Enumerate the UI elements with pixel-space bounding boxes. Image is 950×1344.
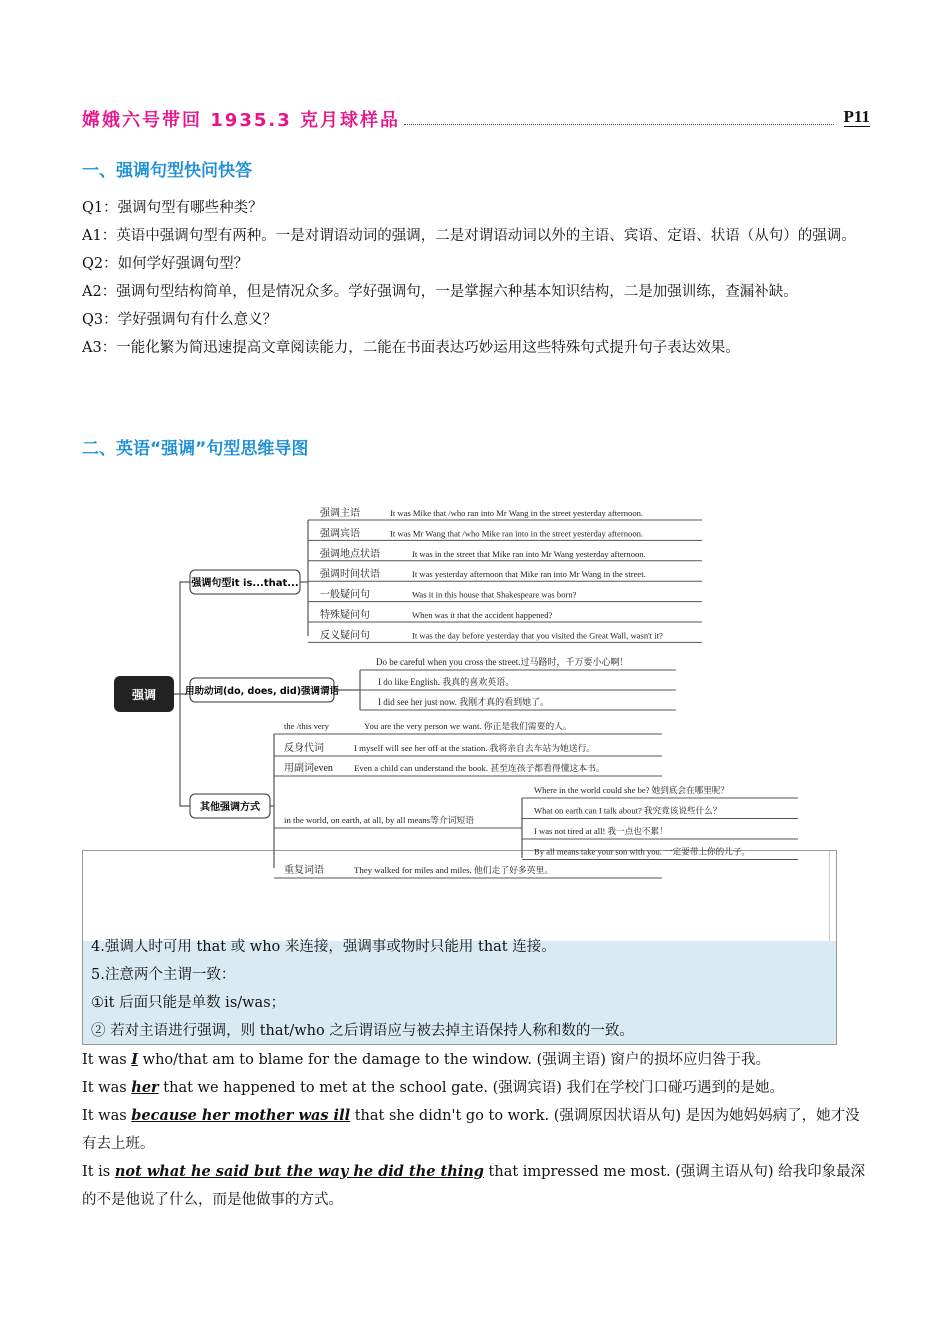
branch-1-example: It was in the street that Mike ran into Mr Wang yesterday afternoon.	[412, 548, 646, 559]
notes-lines	[91, 933, 634, 1045]
section-2-title: 二、英语“强调”句型思维导图	[82, 439, 309, 459]
page-header	[82, 106, 870, 130]
branch-1-tag: 强调主语	[320, 508, 360, 519]
branch-1-label: 强调句型it is...that...	[191, 578, 299, 589]
qa-block	[82, 194, 872, 362]
q2: Q2：如何学好强调句型？	[82, 256, 249, 272]
branch-2-label: 用助动词(do, does, did)强调谓语	[184, 686, 340, 697]
branch-1-items	[308, 507, 702, 642]
branch-1-tag: 一般疑问句	[320, 589, 370, 601]
branch-1-example: When was it that the accident happened?	[412, 610, 553, 620]
phrase-tag: in the world, on earth, at all, by all means等介词短语	[284, 815, 475, 825]
branch-2-example: I do like English. 我真的喜欢英语。	[378, 677, 515, 687]
branch-3-tag: the /this very	[284, 721, 329, 731]
branch-1-tag: 强调宾语	[320, 528, 360, 540]
branch-1-example: It was the day before yesterday that you visited the Great Wall, wasn't it?	[412, 630, 663, 641]
phrase-example: Where in the world could she be? 她到底会在哪里呢？	[534, 785, 729, 795]
branch-3-example: I myself will see her off at the station. 我将亲自去车站为她送行。	[354, 743, 596, 753]
a2: A2：强调句型结构简单，但是情况众多。学好强调句，一是掌握六种基本知识结构，二是加强训练，查漏补缺。	[82, 284, 798, 300]
section-1-title: 一、强调句型快问快答	[82, 161, 252, 181]
example-4: It is not what he said but the way he did the thing that impressed me most. (强调主语从句) 给我印象最深的不是他说了什么，而是他做事的方式。	[82, 1163, 866, 1208]
phrase-example: What on earth can I talk about? 我究竟该说些什么？	[534, 805, 722, 816]
branch-1-tag: 强调时间状语	[320, 569, 380, 581]
branch-3-example: Even a child can understand the book. 甚至连孩子都看得懂这本书。	[354, 763, 605, 773]
branch-1-tag: 特殊疑问句	[320, 610, 370, 621]
branch-2-example: Do be careful when you cross the street.过马路时，千万要小心啊！	[376, 657, 629, 667]
branch-2-example: I did see her just now. 我刚才真的看到她了。	[378, 697, 550, 707]
branch-3-example: They walked for miles and miles. 他们走了好多英里。	[354, 865, 554, 875]
q3: Q3：学好强调句有什么意义？	[82, 312, 278, 328]
branch-1-example: It was yesterday afternoon that Mike ran into Mr Wang in the street.	[412, 569, 646, 580]
example-2: It was her that we happened to met at the school gate. (强调宾语) 我们在学校门口碰巧遇到的是她。	[82, 1079, 785, 1096]
note-line: ①it 后面只能是单数 is/was；	[91, 995, 286, 1011]
mind-map	[82, 490, 842, 885]
branch-1-example: It was Mr Wang that /who Mike ran into in the street yesterday afternoon.	[390, 528, 644, 539]
branch-1-example: Was it in this house that Shakespeare was born?	[412, 589, 577, 600]
example-3: It was because her mother was ill that she didn't go to work. (强调原因状语从句) 是因为她妈妈病了，她才没有去上班。	[82, 1107, 860, 1152]
example-1: It was I who/that am to blame for the damage to the window. (强调主语) 窗户的损坏应归咎于我。	[82, 1051, 771, 1068]
q1: Q1：强调句型有哪些种类？	[82, 200, 263, 216]
header-dotted-rule	[404, 124, 834, 125]
branch-3-tag: 用副词even	[284, 763, 333, 774]
branch-3-label: 其他强调方式	[200, 802, 260, 813]
phrase-example: By all means take your son with you. 一定要带上你的儿子。	[534, 846, 751, 857]
note-line: 4.强调人时可用 that 或 who 来连接，强调事或物时只能用 that 连接。	[91, 939, 556, 955]
branch-3-tag: 重复词语	[284, 865, 324, 876]
page-number: P11	[843, 107, 870, 126]
note-line: 5.注意两个主谓一致：	[91, 967, 236, 983]
branch-1-tag: 强调地点状语	[320, 548, 380, 560]
phrase-example: I was not tired at all! 我一点也不累！	[534, 826, 668, 836]
root-label: 强调	[131, 688, 157, 702]
a1: A1：英语中强调句型有两种。一是对谓语动词的强调，二是对谓语动词以外的主语、宾语、定语、状语（从句）的强调。	[82, 228, 856, 244]
branch-3-example: You are the very person we want. 你正是我们需要的人。	[364, 721, 572, 731]
branch-3-items	[274, 720, 798, 878]
note-line: ② 若对主语进行强调，则 that/who 之后谓语应与被去掉主语保持人称和数的一致。	[91, 1023, 634, 1039]
header-title: 嫦娥六号带回 1935.3 克月球样品	[82, 110, 400, 131]
examples-block	[82, 1046, 872, 1214]
a3: A3：一能化繁为简迅速提高文章阅读能力，二能在书面表达巧妙运用这些特殊句式提升句子表达效果。	[82, 340, 740, 356]
branch-1-tag: 反义疑问句	[320, 630, 370, 642]
branch-1-example: It was Mike that /who ran into Mr Wang in the street yesterday afternoon.	[390, 508, 644, 518]
branch-2-items	[360, 656, 676, 710]
branch-3-tag: 反身代词	[284, 743, 324, 754]
